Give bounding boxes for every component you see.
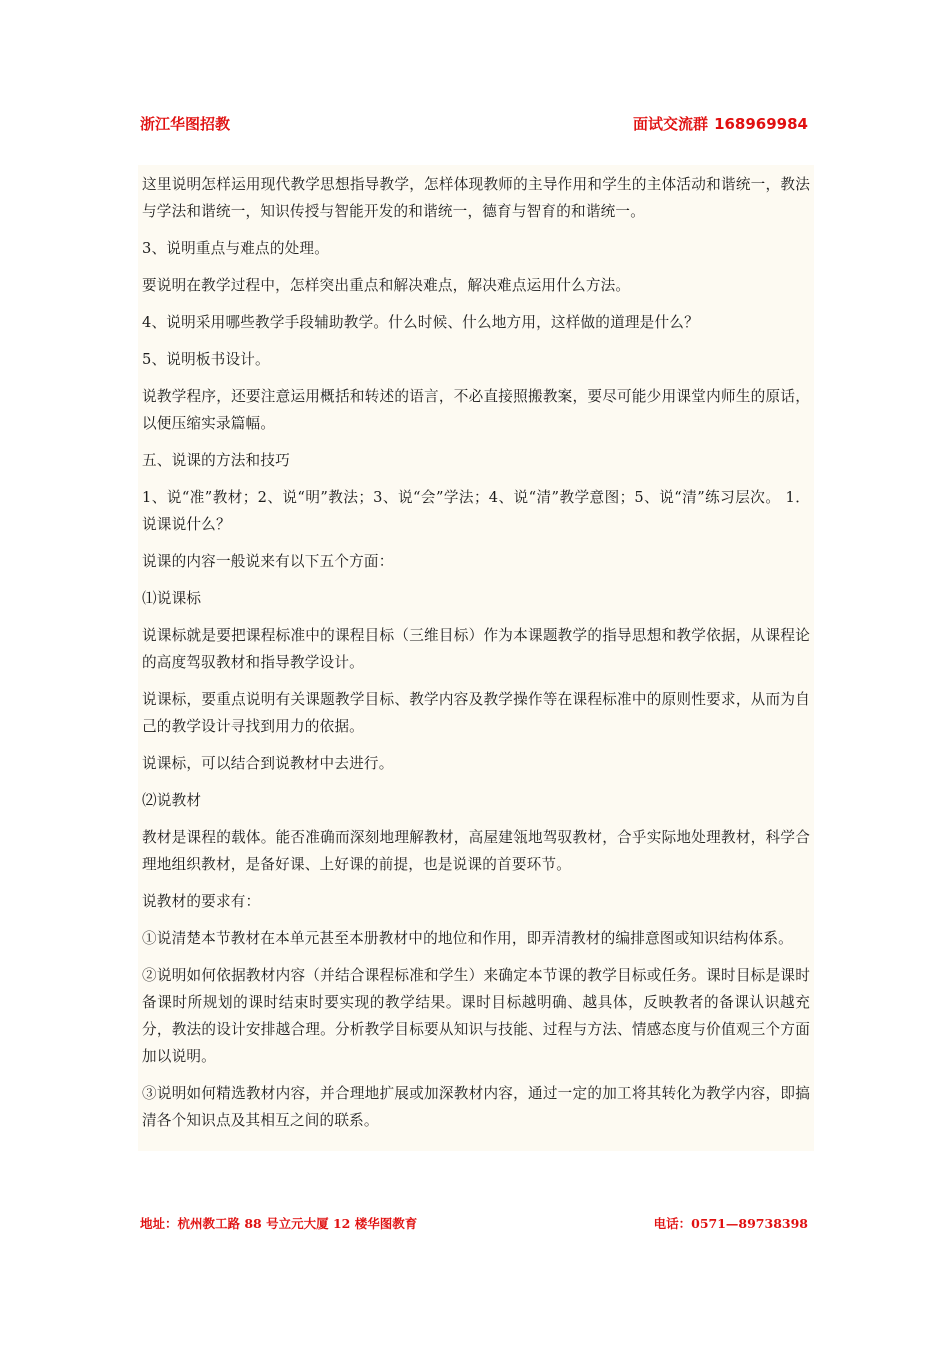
page-footer	[140, 1214, 808, 1234]
paragraph: 1、说“准”教材；2、说“明”教法；3、说“会”学法；4、说“清”教学意图；5、说“清”练习层次。 1．说课说什么？	[142, 489, 810, 533]
footer-address: 地址：杭州教工路 88 号立元大厦 12 楼华图教育	[140, 1216, 418, 1231]
document-body	[138, 165, 814, 1151]
paragraph: 5、说明板书设计。	[142, 351, 270, 368]
page-header	[140, 113, 808, 137]
list-item: ①说清楚本节教材在本单元甚至本册教材中的地位和作用，即弄清教材的编排意图或知识结构体系。	[142, 930, 793, 947]
paragraph: 说教学程序，还要注意运用概括和转述的语言，不必直接照搬教案，要尽可能少用课堂内师生的原话，以便压缩实录篇幅。	[142, 388, 810, 432]
subsection-heading: ⑵说教材	[142, 792, 202, 809]
brand-title: 浙江华图招教	[140, 115, 231, 133]
footer-phone: 电话：0571—89738398	[653, 1216, 808, 1231]
paragraph: 教材是课程的载体。能否准确而深刻地理解教材，高屋建瓴地驾驭教材，合乎实际地处理教材，科学合理地组织教材，是备好课、上好课的前提，也是说课的首要环节。	[142, 829, 810, 873]
group-info	[633, 113, 808, 134]
paragraph: 说教材的要求有：	[142, 893, 261, 910]
paragraph: 说课标，可以结合到说教材中去进行。	[142, 755, 394, 772]
group-label: 面试交流群	[633, 115, 709, 133]
list-item: ②说明如何依据教材内容（并结合课程标准和学生）来确定本节课的教学目标或任务。课时目标是课时备课时所规划的课时结束时要实现的教学结果。课时目标越明确、越具体，反映教者的备课认识越充分，教法的设计安排越合理。分析教学目标要从知识与技能、过程与方法、情感态度与价值观三个方面加以说明。	[142, 967, 810, 1065]
group-number: 168969984	[714, 115, 808, 133]
paragraph: 4、说明采用哪些教学手段辅助教学。什么时候、什么地方用，这样做的道理是什么？	[142, 314, 699, 331]
paragraph: 说课标，要重点说明有关课题教学目标、教学内容及教学操作等在课程标准中的原则性要求，从而为自己的教学设计寻找到用力的依据。	[142, 691, 810, 735]
list-item: ③说明如何精选教材内容，并合理地扩展或加深教材内容，通过一定的加工将其转化为教学内容，即搞清各个知识点及其相互之间的联系。	[142, 1085, 810, 1129]
paragraph: 说课的内容一般说来有以下五个方面：	[142, 553, 394, 570]
paragraph: 3、说明重点与难点的处理。	[142, 240, 330, 257]
paragraph: 要说明在教学过程中，怎样突出重点和解决难点，解决难点运用什么方法。	[142, 277, 631, 294]
paragraph: 说课标就是要把课程标准中的课程目标（三维目标）作为本课题教学的指导思想和教学依据，从课程论的高度驾驭教材和指导教学设计。	[142, 627, 810, 671]
section-heading: 五、说课的方法和技巧	[142, 452, 290, 469]
paragraph: 这里说明怎样运用现代教学思想指导教学，怎样体现教师的主导作用和学生的主体活动和谐统一，教法与学法和谐统一，知识传授与智能开发的和谐统一，德育与智育的和谐统一。	[142, 176, 810, 220]
subsection-heading: ⑴说课标	[142, 590, 202, 607]
